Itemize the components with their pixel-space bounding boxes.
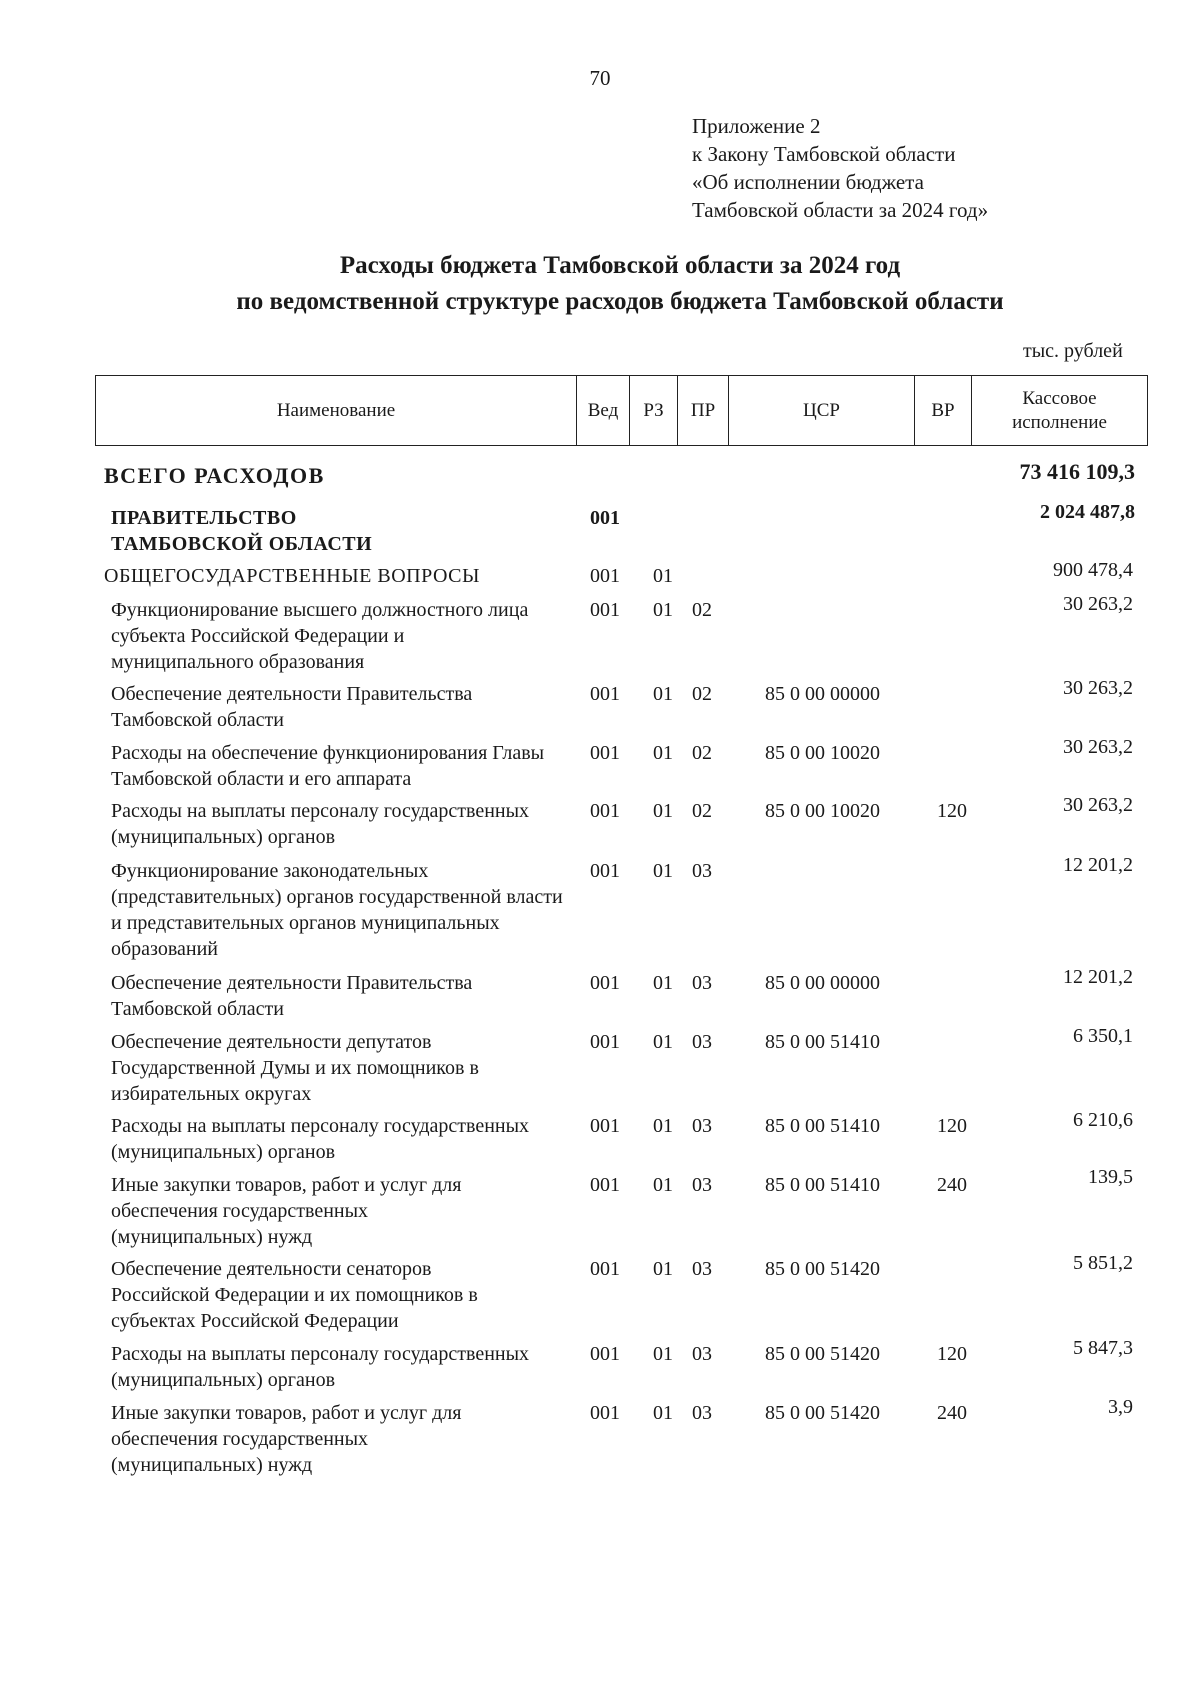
appendix-line: «Об исполнении бюджета (692, 170, 924, 194)
row-vr: 240 (937, 1402, 967, 1424)
row-amount: 3,9 (1108, 1396, 1133, 1418)
row-amount: 5 847,3 (1073, 1337, 1133, 1359)
row-amount: 139,5 (1088, 1166, 1133, 1188)
column-header-vr: ВР (931, 399, 955, 421)
row-ved: 001 (590, 972, 620, 994)
row-amount: 2 024 487,8 (1040, 501, 1135, 523)
row-pr: 03 (692, 1343, 712, 1365)
row-ved: 001 (590, 860, 620, 882)
row-rz: 01 (653, 683, 673, 705)
row-rz: 01 (653, 565, 673, 587)
row-rz: 01 (653, 800, 673, 822)
row-vr: 120 (937, 1115, 967, 1137)
row-amount: 12 201,2 (1063, 854, 1133, 876)
row-pr: 03 (692, 1402, 712, 1424)
column-header-pr: ПР (690, 399, 716, 421)
page-number: 70 (589, 66, 611, 90)
row-pr: 03 (692, 1115, 712, 1137)
row-csr: 85 0 00 51410 (765, 1031, 880, 1053)
row-rz: 01 (653, 1031, 673, 1053)
appendix-line: к Закону Тамбовской области (692, 142, 956, 166)
row-name: Функционирование законодательных (представительных) органов государственной власти и представительных органов муниципальных образований (111, 860, 563, 960)
row-rz: 01 (653, 1174, 673, 1196)
row-name: Расходы на выплаты персоналу государственных (муниципальных) органов (111, 1115, 530, 1163)
row-amount: 73 416 109,3 (1019, 459, 1135, 484)
row-pr: 02 (692, 742, 712, 764)
row-name: Расходы на выплаты персоналу государственных (муниципальных) органов (111, 800, 530, 848)
row-amount: 30 263,2 (1063, 677, 1133, 699)
title-line-1: Расходы бюджета Тамбовской области за 2024 год (339, 252, 901, 279)
column-header-amount (972, 376, 1147, 445)
row-rz: 01 (653, 1115, 673, 1137)
row-ved: 001 (590, 507, 620, 529)
row-pr: 02 (692, 683, 712, 705)
row-name: Расходы на обеспечение функционирования Главы Тамбовской области и его аппарата (111, 742, 545, 790)
table-header (95, 375, 1148, 446)
row-ved: 001 (590, 599, 620, 621)
row-vr: 120 (937, 800, 967, 822)
column-header-name: Наименование (276, 399, 396, 421)
row-ved: 001 (590, 800, 620, 822)
row-csr: 85 0 00 10020 (765, 742, 880, 764)
column-header-amount-line2: исполнение (1012, 411, 1107, 433)
row-amount: 900 478,4 (1053, 559, 1133, 581)
row-pr: 03 (692, 1174, 712, 1196)
row-name: Обеспечение деятельности Правительства Тамбовской области (111, 683, 473, 731)
row-pr: 03 (692, 972, 712, 994)
row-amount: 6 210,6 (1073, 1109, 1133, 1131)
row-csr: 85 0 00 51420 (765, 1258, 880, 1280)
row-amount: 30 263,2 (1063, 593, 1133, 615)
row-amount: 12 201,2 (1063, 966, 1133, 988)
row-vr: 120 (937, 1343, 967, 1365)
row-name: ВСЕГО РАСХОДОВ (104, 463, 325, 488)
row-amount: 30 263,2 (1063, 736, 1133, 758)
row-rz: 01 (653, 860, 673, 882)
row-pr: 03 (692, 1258, 712, 1280)
row-ved: 001 (590, 1115, 620, 1137)
row-rz: 01 (653, 599, 673, 621)
row-name: Обеспечение деятельности депутатов Государственной Думы и их помощников в избирательных округах (111, 1031, 479, 1105)
row-name: Обеспечение деятельности Правительства Тамбовской области (111, 972, 473, 1020)
row-csr: 85 0 00 00000 (765, 683, 880, 705)
units-label: тыс. рублей (1023, 340, 1123, 362)
appendix-line: Приложение 2 (692, 114, 821, 138)
row-ved: 001 (590, 565, 620, 587)
title-line-2: по ведомственной структуре расходов бюджета Тамбовской области (236, 288, 1004, 315)
row-name: Иные закупки товаров, работ и услуг для обеспечения государственных (муниципальных) нужд (111, 1174, 462, 1248)
row-ved: 001 (590, 1174, 620, 1196)
row-ved: 001 (590, 1258, 620, 1280)
row-csr: 85 0 00 51410 (765, 1174, 880, 1196)
row-pr: 03 (692, 1031, 712, 1053)
appendix-note (692, 112, 988, 224)
row-ved: 001 (590, 1402, 620, 1424)
column-header-csr: ЦСР (803, 399, 840, 421)
appendix-line: Тамбовской области за 2024 год» (692, 198, 989, 222)
document-title (0, 248, 1200, 320)
row-rz: 01 (653, 1258, 673, 1280)
row-rz: 01 (653, 742, 673, 764)
row-csr: 85 0 00 10020 (765, 800, 880, 822)
row-amount: 30 263,2 (1063, 794, 1133, 816)
row-csr: 85 0 00 51420 (765, 1402, 880, 1424)
row-csr: 85 0 00 51410 (765, 1115, 880, 1137)
column-header-amount-line1: Кассовое (1022, 387, 1097, 409)
row-ved: 001 (590, 742, 620, 764)
row-ved: 001 (590, 1343, 620, 1365)
row-vr: 240 (937, 1174, 967, 1196)
row-rz: 01 (653, 1343, 673, 1365)
row-amount: 5 851,2 (1073, 1252, 1133, 1274)
row-ved: 001 (590, 683, 620, 705)
row-pr: 03 (692, 860, 712, 882)
row-rz: 01 (653, 972, 673, 994)
row-amount: 6 350,1 (1073, 1025, 1133, 1047)
row-csr: 85 0 00 00000 (765, 972, 880, 994)
row-pr: 02 (692, 800, 712, 822)
row-name: Обеспечение деятельности сенаторов Российской Федерации и их помощников в субъектах Российской Федерации (111, 1258, 478, 1332)
column-header-ved: Вед (587, 399, 619, 421)
row-pr: 02 (692, 599, 712, 621)
row-csr: 85 0 00 51420 (765, 1343, 880, 1365)
row-name: ПРАВИТЕЛЬСТВО ТАМБОВСКОЙ ОБЛАСТИ (111, 507, 373, 555)
row-ved: 001 (590, 1031, 620, 1053)
column-header-rz: РЗ (643, 399, 664, 421)
row-name: ОБЩЕГОСУДАРСТВЕННЫЕ ВОПРОСЫ (104, 565, 480, 587)
row-name: Функционирование высшего должностного лица субъекта Российской Федерации и муниципального образования (111, 599, 529, 673)
row-name: Расходы на выплаты персоналу государственных (муниципальных) органов (111, 1343, 530, 1391)
row-rz: 01 (653, 1402, 673, 1424)
row-name: Иные закупки товаров, работ и услуг для обеспечения государственных (муниципальных) нужд (111, 1402, 462, 1476)
